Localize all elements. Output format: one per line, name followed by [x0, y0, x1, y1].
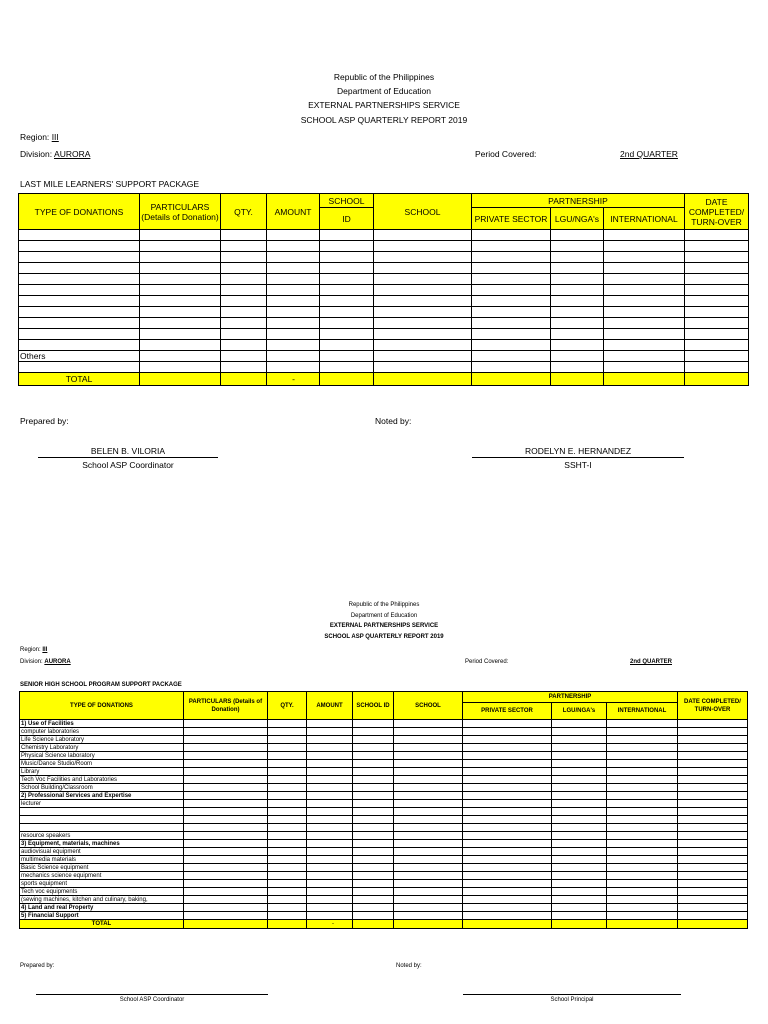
row-type-label: resource speakers — [20, 832, 184, 840]
division-value: AURORA — [44, 659, 71, 665]
table-row — [20, 848, 748, 856]
col-partnership: PARTNERSHIP — [472, 194, 685, 208]
report1-prepared-name: BELEN B. VILORIA — [90, 446, 166, 456]
report2-division — [20, 659, 71, 665]
report1-noted-label: Noted by: — [375, 416, 412, 426]
table-row — [20, 888, 748, 896]
report1-noted-name: RODELYN E. HERNANDEZ — [524, 446, 632, 456]
division-label: Division: — [20, 149, 53, 159]
row-type-label — [20, 808, 184, 816]
report1-section-title: LAST MILE LEARNERS' SUPPORT PACKAGE — [20, 179, 200, 189]
col-school-id-top: SCHOOL — [320, 194, 374, 208]
row-type-label: sports equipment — [20, 880, 184, 888]
col-qty: QTY. — [221, 194, 267, 230]
table-row — [20, 728, 748, 736]
table-row — [20, 896, 748, 904]
division-value: AURORA — [54, 149, 91, 159]
row-type-label: Music/Dance Studio/Room — [20, 760, 184, 768]
report1-header-republic: Republic of the Philippines — [333, 72, 435, 82]
report2-table — [19, 691, 748, 929]
report2-period-label: Period Covered: — [465, 659, 509, 665]
col-school: SCHOOL — [374, 194, 472, 230]
table-row — [19, 307, 749, 318]
row-type-label: 4) Land and real Property — [20, 904, 184, 912]
row-type-label: (sewing machines, kitchen and culinary, baking, — [20, 896, 184, 904]
table-row — [20, 840, 748, 848]
table-row — [20, 912, 748, 920]
table-row — [19, 263, 749, 274]
table-row — [20, 784, 748, 792]
total-label: TOTAL — [20, 920, 184, 929]
report1-header-department: Department of Education — [336, 86, 432, 96]
col-lgu-nga: LGU/NGA's — [551, 208, 604, 230]
col-date-completed: DATE COMPLETED/ TURN-OVER — [685, 194, 749, 230]
report2-header-service: EXTERNAL PARTNERSHIPS SERVICE — [329, 623, 439, 629]
table-row — [20, 880, 748, 888]
row-type-label: 1) Use of Facilities — [20, 720, 184, 728]
table-row — [19, 340, 749, 351]
table-row — [20, 800, 748, 808]
report2-header-title: SCHOOL ASP QUARTERLY REPORT 2019 — [324, 634, 444, 640]
col-particulars: PARTICULARS (Details of Donation) — [140, 194, 221, 230]
report2-prepared-label: Prepared by: — [20, 963, 55, 969]
table-row — [20, 792, 748, 800]
table-row — [20, 904, 748, 912]
col-school-id-bottom: ID — [320, 208, 374, 230]
report2-header-department: Department of Education — [350, 613, 418, 619]
col-type-of-donations: TYPE OF DONATIONS — [19, 194, 140, 230]
table-row — [19, 252, 749, 263]
row-type-label: lecturer — [20, 800, 184, 808]
row-type-label: 3) Equipment, materials, machines — [20, 840, 184, 848]
region-value: III — [51, 132, 59, 142]
row-type-label — [20, 824, 184, 832]
region-label: Region: — [20, 132, 50, 142]
table-row — [20, 760, 748, 768]
row-type-label: School Building/Classroom — [20, 784, 184, 792]
report1-prepared-label: Prepared by: — [20, 416, 69, 426]
col-date-completed: DATE COMPLETED/ TURN-OVER — [678, 692, 748, 720]
table-row — [19, 329, 749, 340]
report1-header-title: SCHOOL ASP QUARTERLY REPORT 2019 — [300, 115, 468, 125]
report2-header-republic: Republic of the Philippines — [348, 602, 420, 608]
table-row — [20, 736, 748, 744]
region-label: Region: — [20, 647, 41, 653]
col-type-of-donations: TYPE OF DONATIONS — [20, 692, 184, 720]
row-type-label — [20, 816, 184, 824]
report2-prepared-title: School ASP Coordinator — [36, 994, 268, 1003]
table-row — [20, 856, 748, 864]
row-type-label: Life Science Laboratory — [20, 736, 184, 744]
table-row — [20, 752, 748, 760]
col-private-sector: PRIVATE SECTOR — [472, 208, 551, 230]
row-type-label: 2) Professional Services and Expertise — [20, 792, 184, 800]
table-row-others — [19, 351, 749, 362]
table-row — [19, 285, 749, 296]
col-particulars: PARTICULARS (Details of Donation) — [184, 692, 268, 720]
total-amount: - — [307, 920, 353, 929]
report2-section-title: SENIOR HIGH SCHOOL PROGRAM SUPPORT PACKAGE — [20, 682, 182, 688]
row-type-label: multimedia materials — [20, 856, 184, 864]
table-row — [20, 776, 748, 784]
row-type-label: Tech Voc Facilities and Laboratories — [20, 776, 184, 784]
report1-total-row — [19, 373, 749, 386]
table-row — [20, 832, 748, 840]
total-label: TOTAL — [19, 373, 140, 386]
table-row — [19, 318, 749, 329]
col-amount: AMOUNT — [267, 194, 320, 230]
table-row — [20, 720, 748, 728]
report2-noted-title: School Principal — [463, 994, 681, 1003]
report1-noted-title: SSHT-I — [472, 457, 684, 470]
col-amount: AMOUNT — [307, 692, 353, 720]
table-row — [20, 872, 748, 880]
row-type-label: 5) Financial Support — [20, 912, 184, 920]
table-row — [19, 274, 749, 285]
row-type-label: Basic Science equipment — [20, 864, 184, 872]
table-row — [19, 362, 749, 373]
table-row — [20, 768, 748, 776]
col-international: INTERNATIONAL — [607, 703, 678, 720]
table-row — [19, 296, 749, 307]
table-row — [20, 824, 748, 832]
table-row — [19, 241, 749, 252]
report1-period-label: Period Covered: — [475, 149, 537, 159]
col-partnership: PARTNERSHIP — [463, 692, 678, 703]
table-row — [19, 230, 749, 241]
report1-division — [20, 149, 90, 159]
report1-prepared-title: School ASP Coordinator — [38, 457, 218, 470]
row-type-label: audiovisual equipment — [20, 848, 184, 856]
col-lgu-nga: LGU/NGA's — [552, 703, 607, 720]
row-type-label: Tech voc equipments — [20, 888, 184, 896]
report2-total-row — [20, 920, 748, 929]
col-qty: QTY. — [268, 692, 307, 720]
report2-noted-label: Noted by: — [396, 963, 422, 969]
table-row — [20, 808, 748, 816]
table-row — [20, 816, 748, 824]
report1-table — [18, 193, 749, 386]
report2-region — [20, 647, 47, 653]
col-private-sector: PRIVATE SECTOR — [463, 703, 552, 720]
row-type-label: mechanics science equipment — [20, 872, 184, 880]
col-international: INTERNATIONAL — [604, 208, 685, 230]
report1-header-service: EXTERNAL PARTNERSHIPS SERVICE — [308, 100, 460, 110]
row-type-label: computer laboratories — [20, 728, 184, 736]
report1-period-value: 2nd QUARTER — [620, 149, 678, 159]
row-type-label: Library — [20, 768, 184, 776]
report2-period-value: 2nd QUARTER — [630, 659, 672, 665]
total-amount: - — [267, 373, 320, 386]
row-type-label: Others — [19, 351, 140, 362]
region-value: III — [42, 647, 48, 653]
division-label: Division: — [20, 659, 43, 665]
table-row — [20, 864, 748, 872]
row-type-label: Physical Science laboratory — [20, 752, 184, 760]
table-row — [20, 744, 748, 752]
col-school: SCHOOL — [394, 692, 463, 720]
col-school-id: SCHOOL ID — [353, 692, 394, 720]
row-type-label: Chemistry Laboratory — [20, 744, 184, 752]
report1-region — [20, 132, 59, 142]
